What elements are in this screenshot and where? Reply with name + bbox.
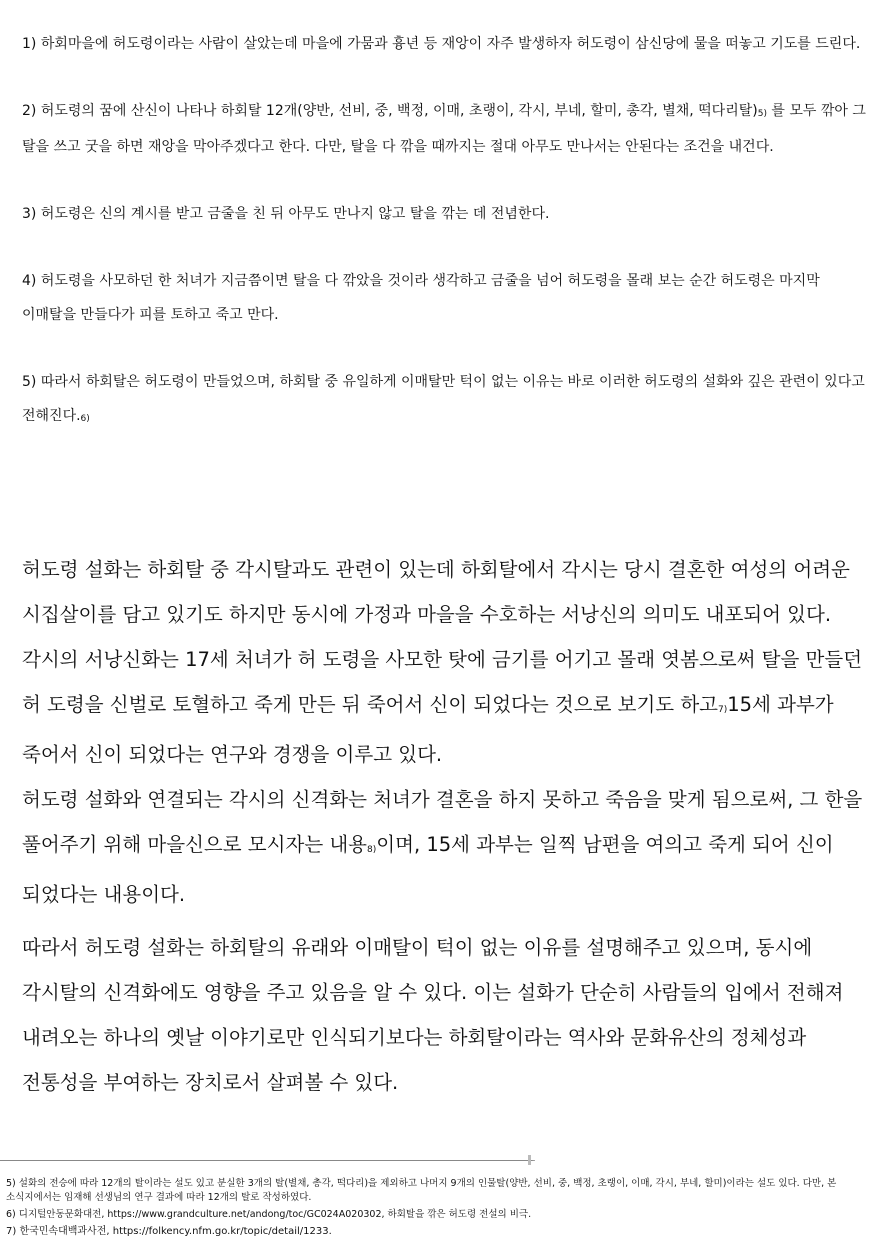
footnote-marker-5[interactable]: 5) — [757, 109, 767, 119]
footnote-7[interactable]: 7) 한국민속대백과사전, https://folkency.nfm.go.kr/topic/detail/1233. — [6, 1226, 332, 1237]
step-3: 3) 허도령은 신의 계시를 받고 금줄을 친 뒤 아무도 만나지 않고 탈을 깎는 데 전념한다. — [22, 206, 550, 222]
step-2: 2) 허도령의 꿈에 산신이 나타나 하회탈 12개(양반, 선비, 중, 백정, 이매, 초랭이, 각시, 부네, 할미, 총각, 별채, 떡다리탈)5) 를 모두 깎아 그 탈을 쓰고 굿을 하면 재앙을 막아주겠다고 한다. 다만, 탈을 다 깎을 때까지는 절대 아무도 만나서는 안된다는 조건을 내건다. — [22, 103, 866, 155]
paragraph-1: 허도령 설화는 하회탈 중 각시탈과도 관련이 있는데 하회탈에서 각시는 당시 결혼한 여성의 어려운 시집살이를 담고 있기도 하지만 동시에 가정과 마을을 수호하는 서낭신의 의미도 내포되어 있다. 각시의 서낭신화는 17세 처녀가 허 도령을 사모한 탓에 금기를 어기고 몰래 엿봄으로써 탈을 만들던 허 도령을 신벌로 토혈하고 죽게 만든 뒤 죽어서 신이 되었다는 것으로 보기도 하고7)15세 과부가 죽어서 신이 되었다는 연구와 경쟁을 이루고 있다. — [22, 558, 863, 766]
body-text — [22, 547, 870, 1105]
step-4: 4) 허도령을 사모하던 한 처녀가 지금쯤이면 탈을 다 깎았을 것이라 생각하고 금줄을 넘어 허도령을 몰래 보는 순간 허도령은 마지막 이매탈을 만들다가 피를 토하고 죽고 만다. — [22, 273, 820, 323]
paragraph-3: 따라서 허도령 설화는 하회탈의 유래와 이매탈이 턱이 없는 이유를 설명해주고 있으며, 동시에 각시탈의 신격화에도 영향을 주고 있음을 알 수 있다. 이는 설화가 단순히 사람들의 입에서 전해져 내려오는 하나의 옛날 이야기로만 인식되기보다는 하회탈이라는 역사와 문화유산의 정체성과 전통성을 부여하는 장치로서 살펴볼 수 있다. — [22, 936, 844, 1094]
footnote-5: 5) 설화의 전승에 따라 12개의 탈이라는 설도 있고 분실한 3개의 탈(별채, 총각, 떡다리)을 제외하고 나머지 9개의 인물탈(양반, 선비, 중, 백정, 초랭이, 이매, 각시, 부네, 할미)이라는 설도 있다. 다만, 본 소식지에서는 임재해 선생님의 연구 결과에 따라 12개의 탈로 작성하였다. — [6, 1178, 837, 1203]
footnote-divider-end — [528, 1155, 531, 1165]
legend-steps — [22, 27, 870, 468]
footnotes — [6, 1177, 866, 1242]
footnote-6[interactable]: 6) 디지털안동문화대전, https://www.grandculture.net/andong/toc/GC024A020302, 하회탈을 깎은 허도령 전설의 비극. — [6, 1209, 532, 1220]
footnote-marker-7[interactable]: 7) — [718, 705, 728, 715]
footnote-marker-8[interactable]: 8) — [367, 845, 377, 855]
footnote-marker-6[interactable]: 6) — [80, 414, 90, 424]
step-5: 5) 따라서 하회탈은 허도령이 만들었으며, 하회탈 중 유일하게 이매탈만 턱이 없는 이유는 바로 이러한 허도령의 설화와 깊은 관련이 있다고 전해진다.6) — [22, 374, 865, 424]
paragraph-2: 허도령 설화와 연결되는 각시의 신격화는 처녀가 결혼을 하지 못하고 죽음을 맞게 됨으로써, 그 한을 풀어주기 위해 마을신으로 모시자는 내용8)이며, 15세 과부는 일찍 남편을 여의고 죽게 되어 신이 되었다는 내용이다. — [22, 788, 863, 906]
footnote-divider — [0, 1160, 535, 1161]
step-1: 1) 하회마을에 허도령이라는 사람이 살았는데 마을에 가뭄과 흉년 등 재앙이 자주 발생하자 허도령이 삼신당에 물을 떠놓고 기도를 드린다. — [22, 36, 861, 52]
